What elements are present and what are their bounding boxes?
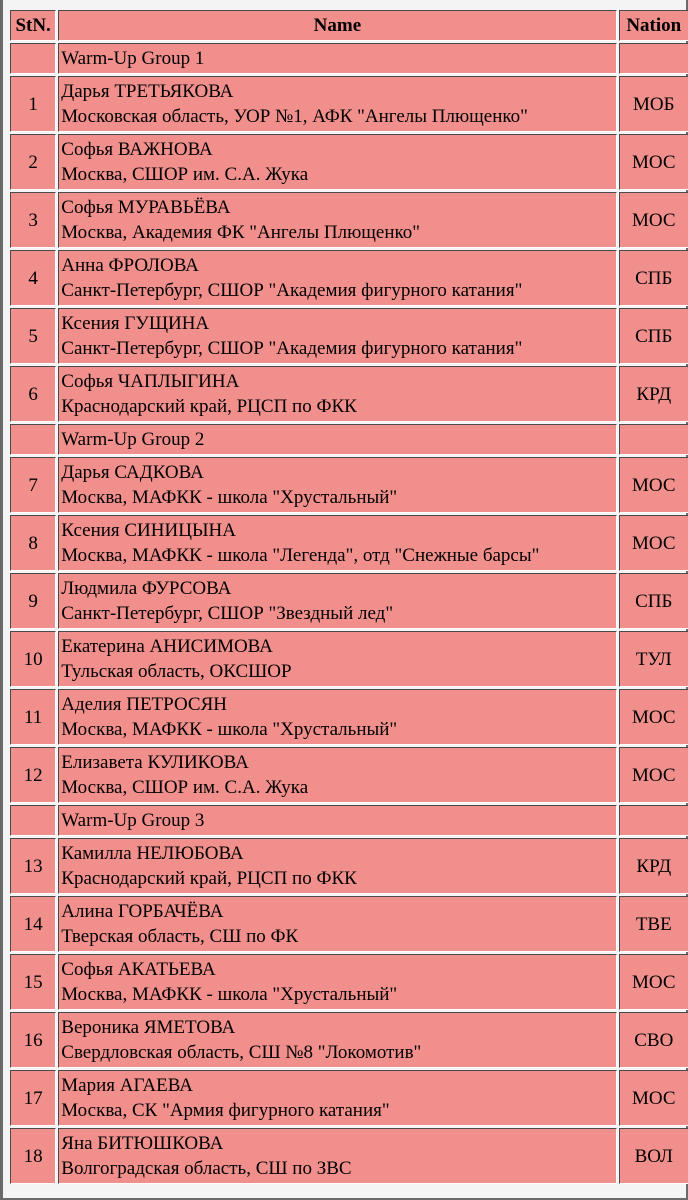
skater-cell [58,838,616,894]
start-number: 12 [10,747,56,803]
skater-name: Яна БИТЮШКОВА [61,1133,224,1154]
skater-name: Екатерина АНИСИМОВА [61,636,273,657]
skater-cell [58,1128,616,1184]
skater-name: Дарья САДКОВА [61,462,204,483]
nation-code: МОС [619,747,688,803]
group-empty-cell [10,43,56,74]
skater-club: Москва, МАФКК - школа "Легенда", отд "Снежные барсы" [61,545,540,566]
group-empty-cell [619,805,688,836]
nation-code: МОС [619,954,688,1010]
group-label: Warm-Up Group 3 [58,805,616,836]
nation-code: СПБ [619,573,688,629]
skater-cell [58,689,616,745]
table-body [10,43,688,1184]
table-row [10,631,688,687]
table-row [10,954,688,1010]
nation-code: КРД [619,838,688,894]
table-row [10,134,688,190]
skater-name: Аделия ПЕТРОСЯН [61,694,227,715]
nation-code: МОБ [619,76,688,132]
nation-code: МОС [619,457,688,513]
skater-club: Москва, Академия ФК "Ангелы Плющенко" [61,222,421,243]
start-number: 8 [10,515,56,571]
skater-name: Ксения ГУЩИНА [61,313,210,334]
group-row [10,43,688,74]
nation-code: СПБ [619,250,688,306]
skater-club: Краснодарский край, РЦСП по ФКК [61,868,357,889]
skater-club: Московская область, УОР №1, АФК "Ангелы Плющенко" [61,106,528,127]
table-row [10,76,688,132]
skater-name: Софья ВАЖНОВА [61,139,213,160]
start-order-table [8,8,688,1186]
skater-name: Вероника ЯМЕТОВА [61,1017,236,1038]
start-number: 18 [10,1128,56,1184]
skater-cell [58,631,616,687]
skater-name: Камилла НЕЛЮБОВА [61,843,244,864]
nation-code: МОС [619,134,688,190]
group-empty-cell [619,424,688,455]
skater-cell [58,747,616,803]
start-number: 11 [10,689,56,745]
skater-club: Москва, СК "Армия фигурного катания" [61,1100,390,1121]
nation-code: МОС [619,689,688,745]
group-empty-cell [10,805,56,836]
skater-club: Санкт-Петербург, СШОР "Академия фигурного катания" [61,280,523,301]
table-row [10,366,688,422]
skater-cell [58,308,616,364]
table-row [10,1128,688,1184]
skater-name: Софья АКАТЬЕВА [61,959,216,980]
start-number: 10 [10,631,56,687]
skater-cell [58,192,616,248]
nation-code: МОС [619,192,688,248]
header-row [10,10,688,41]
nation-code: СВО [619,1012,688,1068]
skater-name: Людмила ФУРСОВА [61,578,232,599]
group-label: Warm-Up Group 1 [58,43,616,74]
table-row [10,689,688,745]
group-row [10,424,688,455]
start-number: 13 [10,838,56,894]
group-empty-cell [619,43,688,74]
skater-club: Москва, МАФКК - школа "Хрустальный" [61,487,398,508]
skater-name: Елизавета КУЛИКОВА [61,752,249,773]
table-row [10,515,688,571]
skater-cell [58,134,616,190]
table-row [10,747,688,803]
skater-club: Волгоградская область, СШ по ЗВС [61,1158,352,1179]
table-row [10,308,688,364]
skater-club: Москва, МАФКК - школа "Хрустальный" [61,719,398,740]
group-label: Warm-Up Group 2 [58,424,616,455]
table-row [10,896,688,952]
start-number: 14 [10,896,56,952]
start-number: 6 [10,366,56,422]
start-number: 3 [10,192,56,248]
skater-name: Анна ФРОЛОВА [61,255,199,276]
header-nation: Nation [619,10,688,41]
start-number: 4 [10,250,56,306]
skater-club: Краснодарский край, РЦСП по ФКК [61,396,357,417]
skater-name: Софья ЧАПЛЫГИНА [61,371,240,392]
skater-cell [58,954,616,1010]
nation-code: ВОЛ [619,1128,688,1184]
skater-name: Дарья ТРЕТЬЯКОВА [61,81,234,102]
group-row [10,805,688,836]
nation-code: МОС [619,515,688,571]
header-name: Name [58,10,616,41]
skater-club: Москва, СШОР им. С.А. Жука [61,164,309,185]
nation-code: МОС [619,1070,688,1126]
start-number: 7 [10,457,56,513]
skater-club: Санкт-Петербург, СШОР "Академия фигурного катания" [61,338,523,359]
table-row [10,192,688,248]
skater-cell [58,515,616,571]
start-number: 9 [10,573,56,629]
skater-cell [58,250,616,306]
skater-club: Санкт-Петербург, СШОР "Звездный лед" [61,603,394,624]
skater-name: Мария АГАЕВА [61,1075,193,1096]
start-number: 17 [10,1070,56,1126]
nation-code: ТУЛ [619,631,688,687]
skater-name: Софья МУРАВЬЁВА [61,197,231,218]
group-empty-cell [10,424,56,455]
skater-club: Свердловская область, СШ №8 "Локомотив" [61,1042,422,1063]
skater-cell [58,457,616,513]
start-number: 15 [10,954,56,1010]
table-row [10,457,688,513]
skater-cell [58,366,616,422]
skater-name: Ксения СИНИЦЫНА [61,520,236,541]
start-number: 16 [10,1012,56,1068]
header-stn: StN. [10,10,56,41]
nation-code: ТВЕ [619,896,688,952]
table-row [10,1070,688,1126]
start-number: 1 [10,76,56,132]
nation-code: СПБ [619,308,688,364]
skater-name: Алина ГОРБАЧЁВА [61,901,224,922]
skater-club: Москва, МАФКК - школа "Хрустальный" [61,984,398,1005]
skater-club: Тульская область, ОКСШОР [61,661,292,682]
skater-cell [58,1012,616,1068]
table-row [10,250,688,306]
skater-club: Москва, СШОР им. С.А. Жука [61,777,309,798]
skater-cell [58,573,616,629]
table-row [10,1012,688,1068]
start-number: 5 [10,308,56,364]
skater-cell [58,896,616,952]
skater-cell [58,1070,616,1126]
table-row [10,573,688,629]
skater-club: Тверская область, СШ по ФК [61,926,299,947]
skater-cell [58,76,616,132]
start-number: 2 [10,134,56,190]
table-row [10,838,688,894]
nation-code: КРД [619,366,688,422]
